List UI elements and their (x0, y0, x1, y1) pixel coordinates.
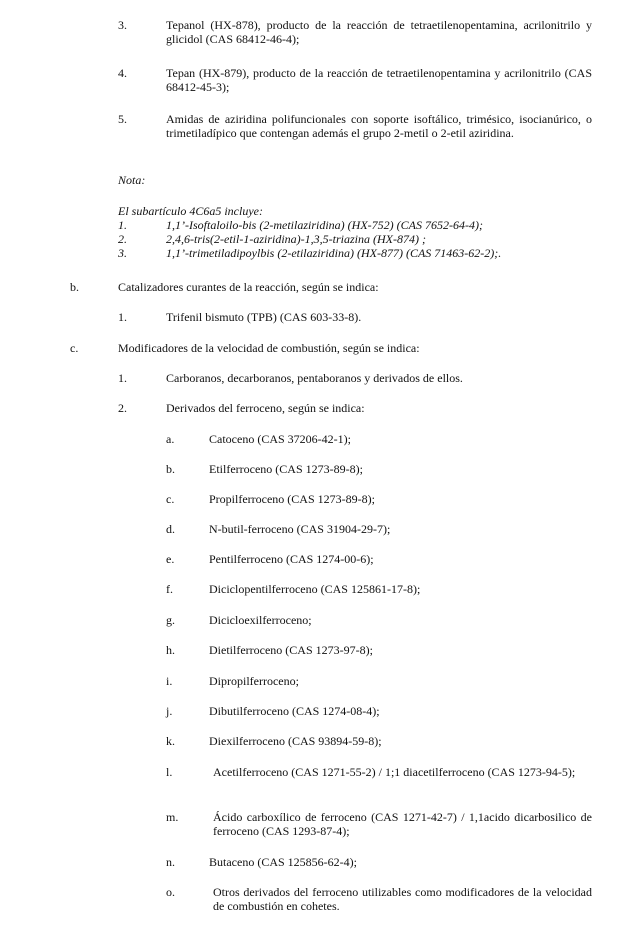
sub-item-text: Dicicloexilferroceno; (209, 613, 312, 627)
sub-item-text: Pentilferroceno (CAS 1274-00-6); (209, 552, 374, 566)
sub-item-text: Acetilferroceno (CAS 1271-55-2) / 1;1 diacetilferroceno (CAS 1273-94-5); (213, 765, 576, 779)
note-item-text: 2,4,6-tris(2-etil-1-aziridina)-1,3,5-triazina (HX-874) ; (166, 232, 426, 246)
sub-letter: c. (166, 492, 175, 506)
sub-letter: j. (166, 704, 173, 718)
note-intro: El subartículo 4C6a5 incluye: (118, 204, 263, 218)
sub-item-text: Diciclopentilferroceno (CAS 125861-17-8); (209, 582, 421, 596)
list-item-text: Tepanol (HX-878), producto de la reacción de tetraetilenopentamina, acrilonitrilo y glicidol (CAS 68412-46-4); (166, 18, 592, 46)
sub-item-text: Ácido carboxílico de ferroceno (CAS 1271-42-7) / 1,1acido dicarbosilico de ferroceno (CAS 1293-87-4); (213, 810, 592, 838)
list-item-text: Amidas de aziridina polifuncionales con soporte isoftálico, trimésico, isocianúrico, o trimetiladípico que contengan además el grupo 2-metil o 2-etil aziridina. (166, 112, 592, 140)
note-heading: Nota: (118, 173, 146, 187)
sub-letter: d. (166, 522, 175, 536)
note-number: 3. (118, 246, 127, 260)
sub-letter: e. (166, 552, 175, 566)
sub-item-text: Dipropilferroceno; (209, 674, 299, 688)
note-item-text: 1,1’-Isoftaloilo-bis (2-metilaziridina) (HX-752) (CAS 7652-64-4); (166, 218, 483, 232)
section-title: Catalizadores curantes de la reacción, según se indica: (118, 280, 379, 294)
list-number: 1. (118, 371, 127, 385)
sub-letter: b. (166, 462, 175, 476)
list-number: 1. (118, 310, 127, 324)
list-number: 4. (118, 66, 127, 80)
sub-letter: l. (166, 765, 173, 779)
sub-item-text: N-butil-ferroceno (CAS 31904-29-7); (209, 522, 391, 536)
sub-item-text: Etilferroceno (CAS 1273-89-8); (209, 462, 363, 476)
list-number: 5. (118, 112, 127, 126)
list-item-text: Tepan (HX-879), producto de la reacción de tetraetilenopentamina y acrilonitrilo (CAS 68412-45-3); (166, 66, 592, 94)
section-letter: c. (70, 341, 79, 355)
sub-item-text: Catoceno (CAS 37206-42-1); (209, 432, 351, 446)
list-number: 2. (118, 401, 127, 415)
section-title: Modificadores de la velocidad de combustión, según se indica: (118, 341, 420, 355)
section-letter: b. (70, 280, 79, 294)
sub-letter: m. (166, 810, 179, 824)
sub-letter: g. (166, 613, 175, 627)
sub-letter: h. (166, 643, 175, 657)
sub-item-text: Dietilferroceno (CAS 1273-97-8); (209, 643, 373, 657)
sub-letter: i. (166, 674, 173, 688)
note-number: 1. (118, 218, 127, 232)
note-number: 2. (118, 232, 127, 246)
list-item-text: Derivados del ferroceno, según se indica: (166, 401, 365, 415)
sub-item-text: Propilferroceno (CAS 1273-89-8); (209, 492, 375, 506)
sub-letter: a. (166, 432, 175, 446)
list-number: 3. (118, 18, 127, 32)
sub-item-text: Dibutilferroceno (CAS 1274-08-4); (209, 704, 380, 718)
sub-letter: n. (166, 855, 175, 869)
sub-letter: o. (166, 885, 175, 899)
list-item-text: Carboranos, decarboranos, pentaboranos y derivados de ellos. (166, 371, 463, 385)
sub-item-text: Butaceno (CAS 125856-62-4); (209, 855, 357, 869)
list-item-text: Trifenil bismuto (TPB) (CAS 603-33-8). (166, 310, 362, 324)
note-item-text: 1,1’-trimetiladipoylbis (2-etilaziridina) (HX-877) (CAS 71463-62-2);. (166, 246, 502, 260)
sub-item-text: Otros derivados del ferroceno utilizables como modificadores de la velocidad de combustión en cohetes. (213, 885, 592, 913)
sub-letter: k. (166, 734, 175, 748)
sub-letter: f. (166, 582, 173, 596)
sub-item-text: Diexilferroceno (CAS 93894-59-8); (209, 734, 382, 748)
